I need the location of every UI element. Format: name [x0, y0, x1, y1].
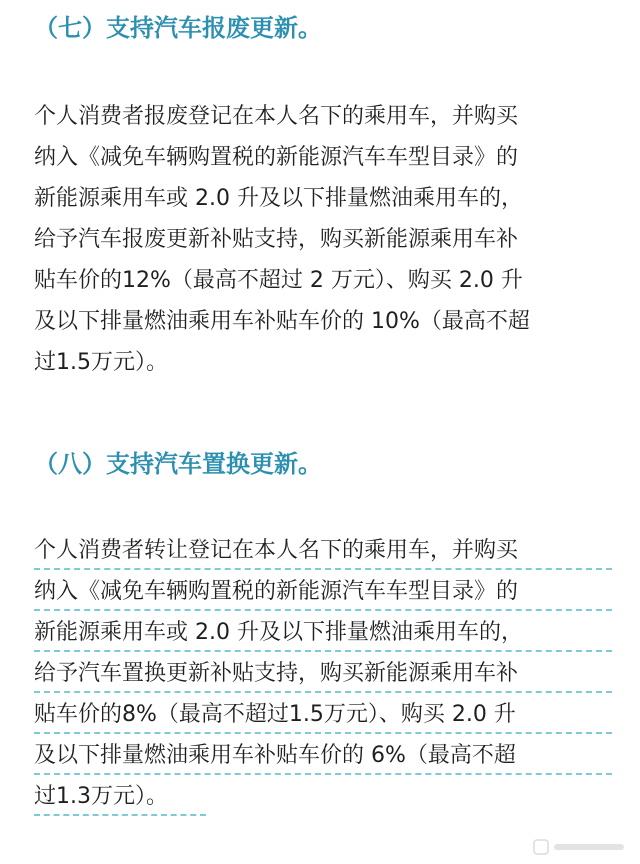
underlined-paragraph-line: 新能源乘用车或 2.0 升及以下排量燃油乘用车的， — [34, 612, 614, 653]
section-7-paragraph — [34, 96, 614, 383]
underlined-paragraph-line: 纳入《减免车辆购置税的新能源汽车车型目录》的 — [34, 571, 614, 612]
paragraph-line: 纳入《减免车辆购置税的新能源汽车车型目录》的 — [34, 145, 519, 170]
paragraph-line: 给予汽车报废更新补贴支持，购买新能源乘用车补 — [34, 227, 519, 252]
paragraph-line: 个人消费者报废登记在本人名下的乘用车，并购买 — [34, 104, 519, 129]
paragraph-line: 及以下排量燃油乘用车补贴车价的 10%（最高不超 — [34, 309, 530, 334]
underlined-paragraph-line: 给予汽车置换更新补贴支持，购买新能源乘用车补 — [34, 653, 614, 694]
watermark-icon — [532, 836, 628, 858]
section-7-heading: （七）支持汽车报废更新。 — [34, 14, 322, 42]
section-8-heading: （八）支持汽车置换更新。 — [34, 450, 322, 478]
underlined-paragraph-line: 个人消费者转让登记在本人名下的乘用车，并购买 — [34, 530, 614, 571]
paragraph-line: 过1.5万元）。 — [34, 350, 168, 375]
underlined-paragraph-line: 及以下排量燃油乘用车补贴车价的 6%（最高不超 — [34, 735, 614, 776]
section-8-paragraph — [34, 530, 614, 817]
paragraph-line: 贴车价的12%（最高不超过 2 万元）、购买 2.0 升 — [34, 268, 523, 293]
underlined-paragraph-line: 贴车价的8%（最高不超过1.5万元）、购买 2.0 升 — [34, 694, 614, 735]
paragraph-line: 新能源乘用车或 2.0 升及以下排量燃油乘用车的， — [34, 186, 523, 211]
underlined-paragraph-line: 过1.3万元）。 — [34, 776, 614, 817]
